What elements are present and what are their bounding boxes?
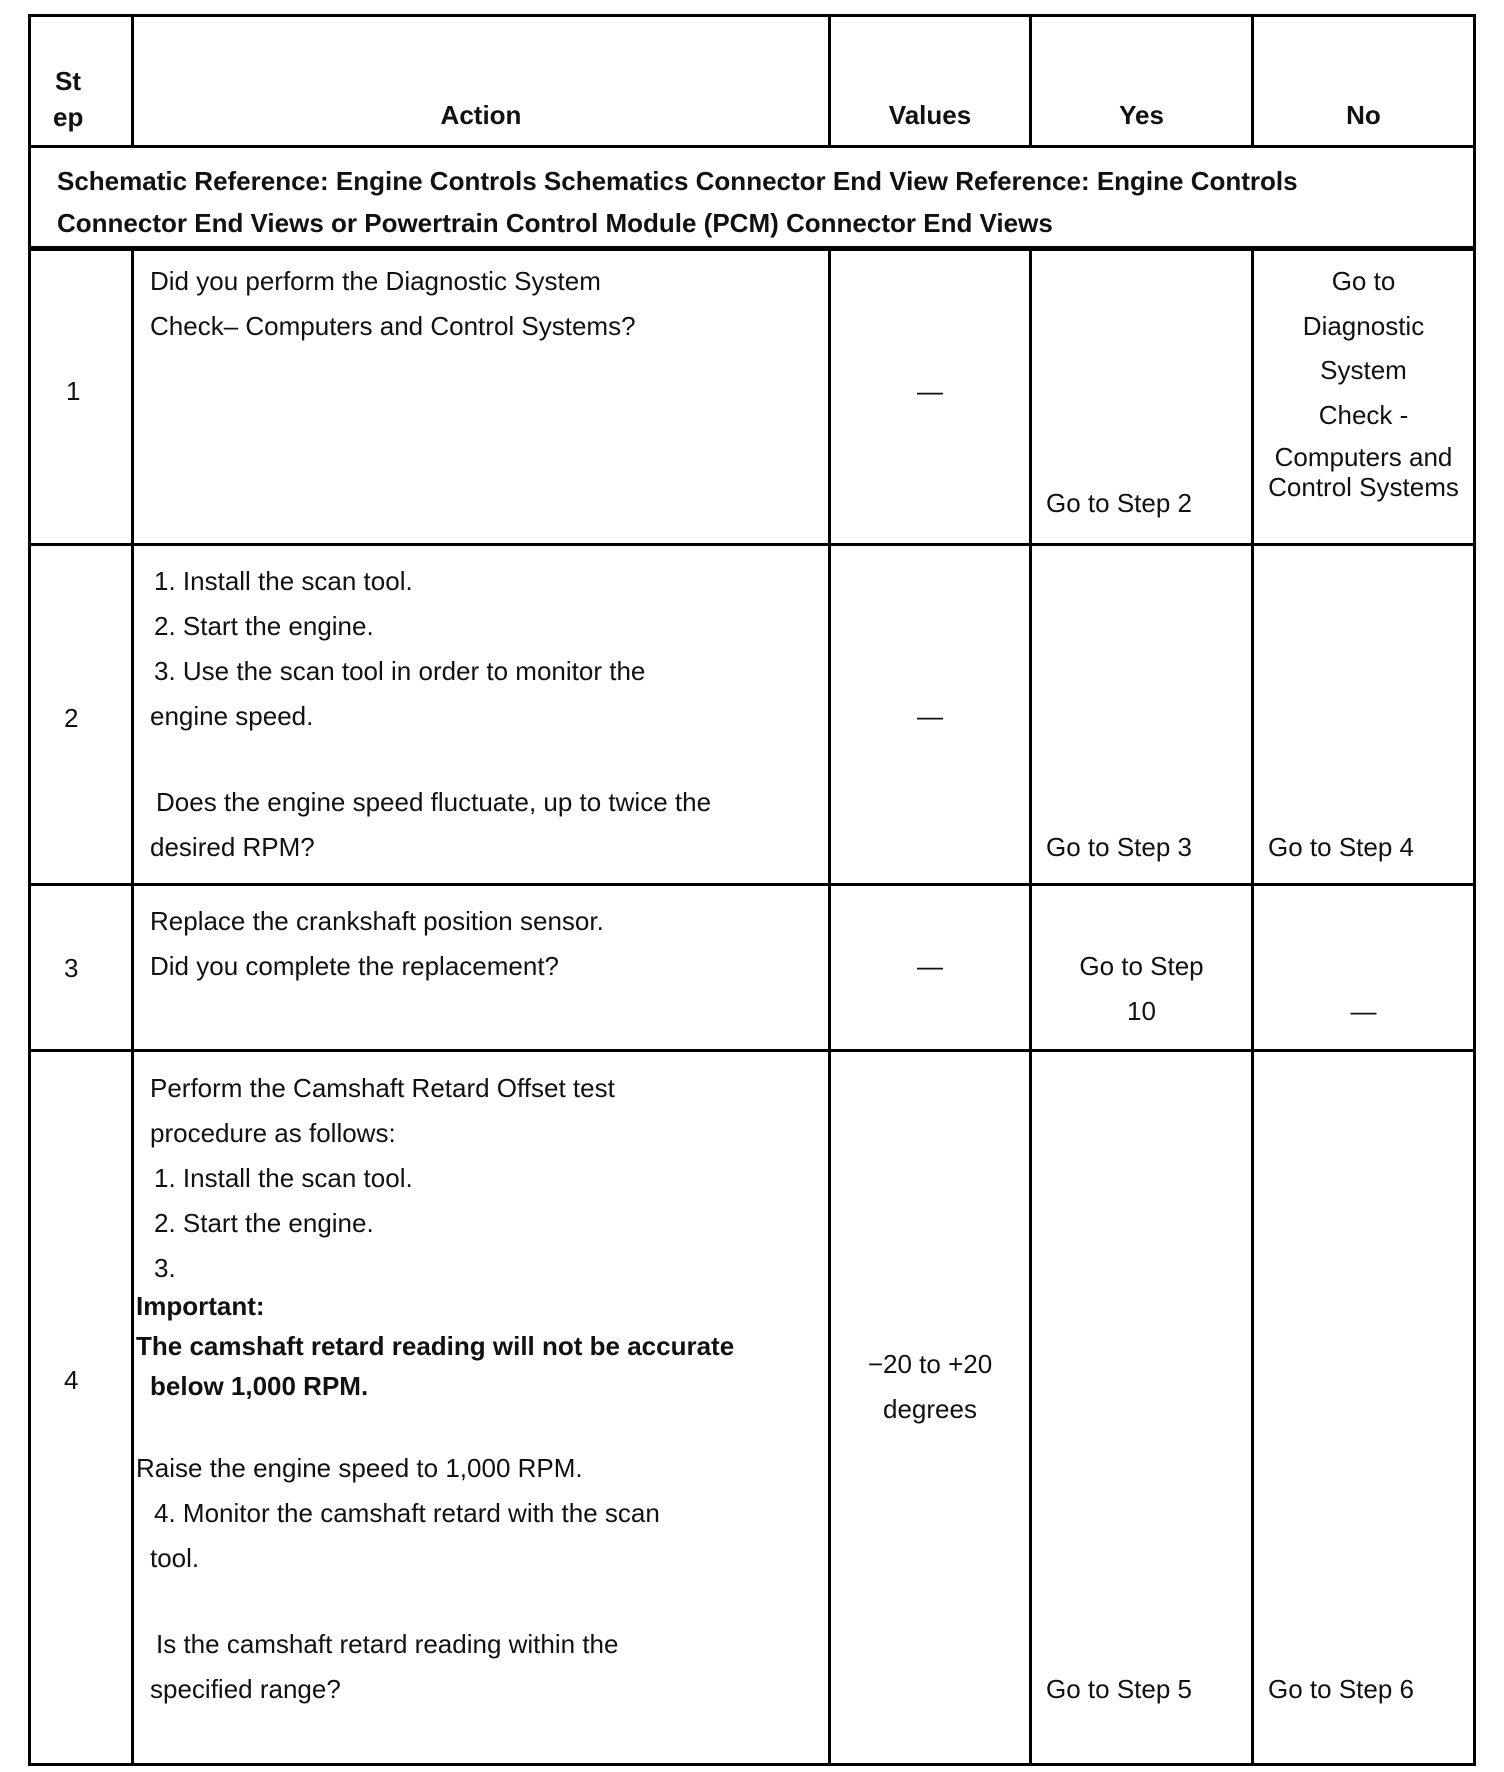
action-line: 2. Start the engine. [154,611,374,641]
header-values-cell [831,17,1032,145]
action-line: Does the engine speed fluctuate, up to twice the [156,787,712,817]
action-line: desired RPM? [150,832,315,862]
header-yes-cell [1032,17,1254,145]
important-text: below 1,000 RPM. [150,1371,369,1401]
action-line: Raise the engine speed to 1,000 RPM. [136,1453,583,1483]
yes-cell [1032,886,1254,1049]
yes-link-line[interactable]: 10 [1127,996,1156,1026]
action-cell [134,886,831,1049]
no-dash: — [1350,996,1377,1026]
no-link-line[interactable]: Computers and [1274,442,1453,472]
values-cell [831,886,1032,1049]
step-number: 3 [64,953,79,983]
yes-cell [1032,1052,1254,1763]
action-line: procedure as follows: [150,1118,396,1148]
diagnostic-table [28,14,1476,1766]
values-cell [831,251,1032,543]
header-yes: Yes [1119,100,1164,130]
yes-link[interactable]: Go to Step 3 [1046,832,1192,862]
no-link[interactable]: Go to Step 4 [1268,832,1414,862]
action-cell [134,251,831,543]
reference-line2: Connector End Views or Powertrain Control Module (PCM) Connector End Views [57,208,1053,238]
step-number: 1 [66,376,81,406]
no-link-line[interactable]: Go to [1331,266,1396,296]
important-label: Important: [136,1291,265,1321]
value-range: −20 to +20 [867,1349,993,1379]
action-line: 1. Install the scan tool. [154,1163,413,1193]
action-line: specified range? [150,1674,341,1704]
no-link-line[interactable]: Check - [1318,400,1409,430]
value-dash: — [917,701,943,731]
header-step-cell [31,17,134,145]
yes-link[interactable]: Go to Step 5 [1046,1674,1192,1704]
step-cell [31,886,134,1049]
action-line: 2. Start the engine. [154,1208,374,1238]
header-step-line2: ep [53,102,84,132]
value-dash: — [917,376,943,406]
header-no: No [1346,100,1381,130]
action-cell [134,1052,831,1763]
action-line: Did you perform the Diagnostic System [150,266,601,296]
header-action-cell [134,17,831,145]
step-cell [31,1052,134,1763]
important-text: The camshaft retard reading will not be accurate [136,1331,735,1361]
header-action: Action [440,100,522,130]
table-row-step-1 [31,251,1473,546]
no-link-line[interactable]: Control Systems [1268,472,1459,502]
reference-line1: Schematic Reference: Engine Controls Schematics Connector End View Reference: Engine Controls [57,166,1298,196]
action-cell [134,546,831,883]
header-no-cell [1254,17,1473,145]
values-cell [831,546,1032,883]
no-cell [1254,886,1473,1049]
step-number: 4 [64,1365,79,1395]
action-line: engine speed. [150,701,314,731]
values-cell [831,1052,1032,1763]
header-values: Values [888,100,972,130]
no-link-line[interactable]: System [1320,355,1407,385]
action-line: Perform the Camshaft Retard Offset test [150,1073,615,1103]
reference-row [31,148,1473,251]
action-line: Replace the crankshaft position sensor. [150,906,604,936]
table-row-step-3 [31,886,1473,1052]
action-line: tool. [150,1543,200,1573]
table-row-step-2 [31,546,1473,886]
action-line: Did you complete the replacement? [150,951,560,981]
no-cell [1254,251,1473,543]
no-cell [1254,546,1473,883]
action-line: 1. Install the scan tool. [154,566,413,596]
action-line: 3. Use the scan tool in order to monitor the [154,656,646,686]
step-cell [31,546,134,883]
table-header-row [31,17,1473,148]
action-line: 4. Monitor the camshaft retard with the scan [154,1498,660,1528]
yes-cell [1032,546,1254,883]
value-dash: — [917,951,943,981]
yes-link[interactable]: Go to Step 2 [1046,488,1192,518]
step-cell [31,251,134,543]
yes-cell [1032,251,1254,543]
no-link[interactable]: Go to Step 6 [1268,1674,1414,1704]
action-line: Is the camshaft retard reading within the [156,1629,619,1659]
no-link-line[interactable]: Diagnostic [1302,311,1425,341]
no-cell [1254,1052,1473,1763]
yes-link-line[interactable]: Go to Step [1079,951,1204,981]
action-line: 3. [154,1253,176,1283]
action-line: Check– Computers and Control Systems? [150,311,636,341]
step-number: 2 [64,703,79,733]
value-unit: degrees [883,1394,977,1424]
header-step-line1: St [55,66,81,96]
table-row-step-4 [31,1052,1473,1763]
